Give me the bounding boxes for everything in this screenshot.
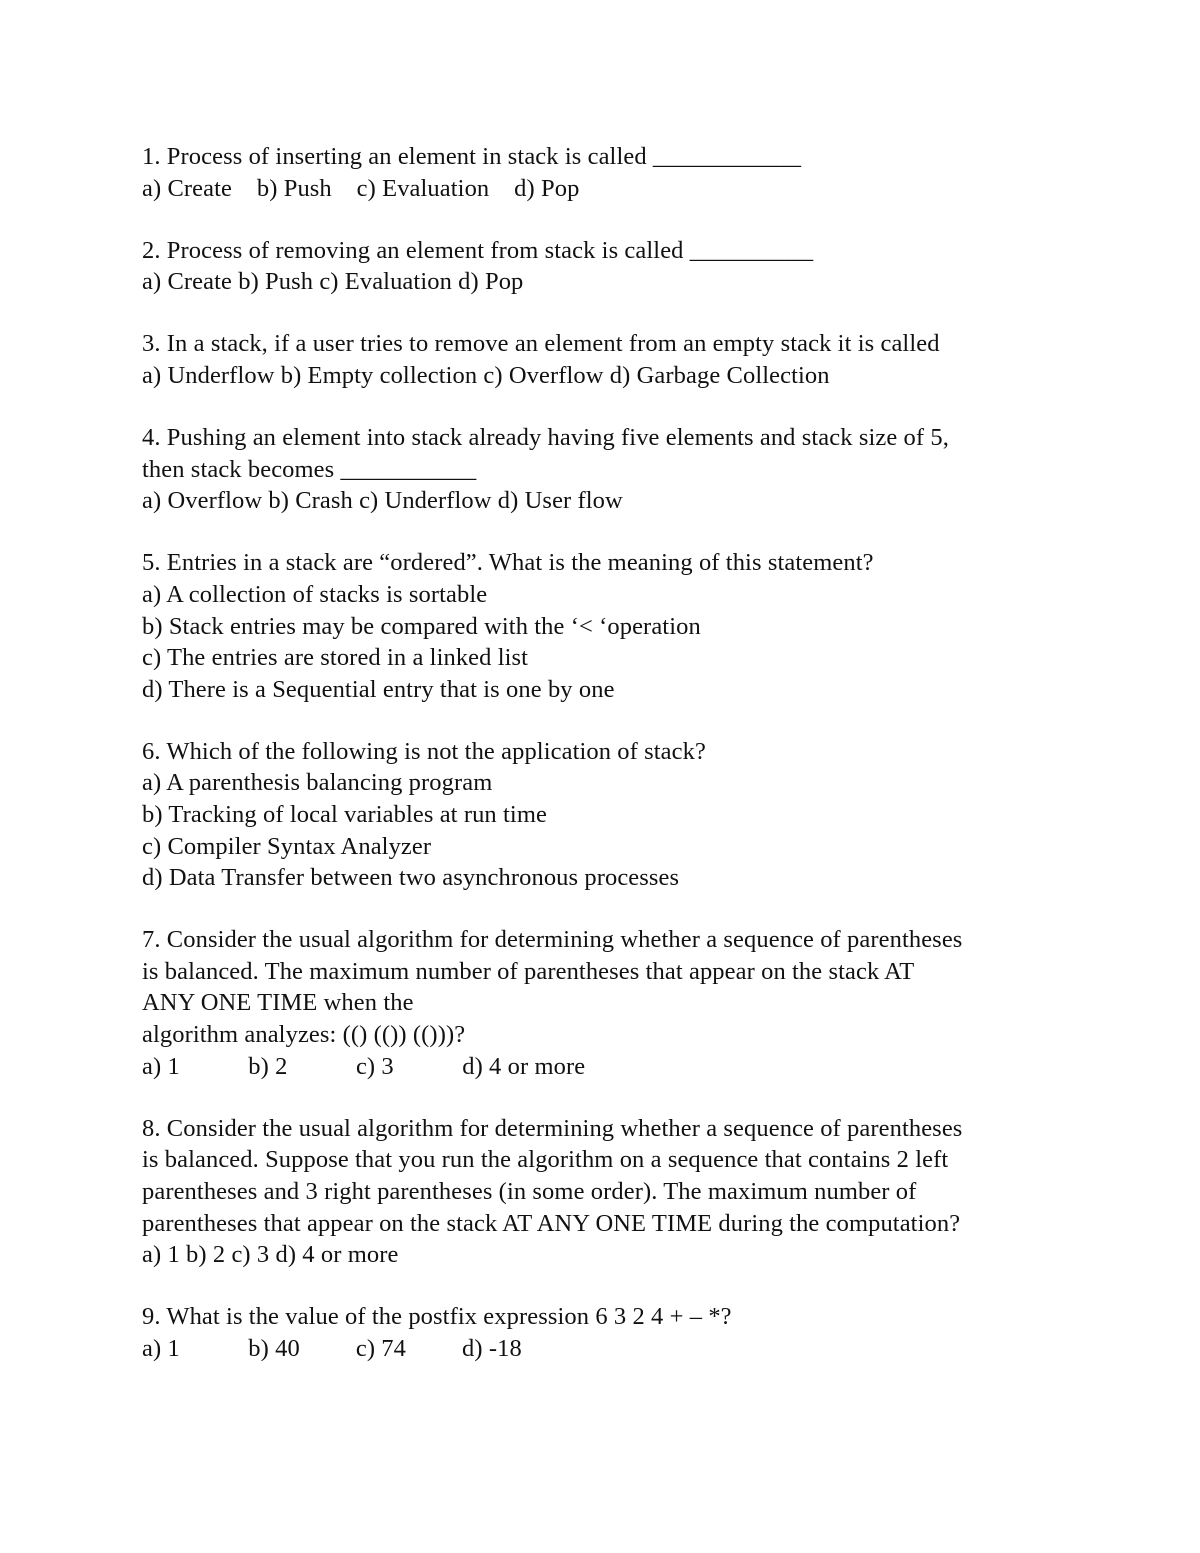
question-7	[142, 924, 1142, 1082]
question-4-text-cont: then stack becomes ___________	[142, 455, 477, 483]
question-2	[142, 235, 1142, 298]
question-5-option-d: d) There is a Sequential entry that is one by one	[142, 675, 615, 703]
question-4	[142, 422, 1142, 517]
question-8	[142, 1113, 1142, 1271]
question-4-text: 4. Pushing an element into stack already having five elements and stack size of 5,	[142, 424, 949, 452]
question-2-text: 2. Process of removing an element from stack is called __________	[142, 236, 814, 264]
question-5-option-c: c) The entries are stored in a linked list	[142, 644, 529, 672]
question-6-option-b: b) Tracking of local variables at run time	[142, 801, 547, 828]
question-1-text: 1. Process of inserting an element in stack is called ____________	[142, 143, 802, 170]
question-6-option-d: d) Data Transfer between two asynchronous processes	[142, 864, 680, 892]
question-9-text: 9. What is the value of the postfix expression 6 3 2 4 + – *?	[142, 1303, 732, 1331]
question-3	[142, 328, 1142, 391]
question-7-text-cont-1: is balanced. The maximum number of parentheses that appear on the stack AT	[142, 957, 915, 985]
question-8-options: a) 1 b) 2 c) 3 d) 4 or more	[142, 1241, 399, 1269]
question-5-option-a: a) A collection of stacks is sortable	[142, 580, 488, 608]
document-page	[142, 141, 1142, 1395]
question-3-text: 3. In a stack, if a user tries to remove an element from an empty stack it is called	[142, 330, 940, 358]
question-2-options: a) Create b) Push c) Evaluation d) Pop	[142, 268, 524, 296]
question-6-text: 6. Which of the following is not the application of stack?	[142, 737, 706, 765]
question-7-text-cont-3: algorithm analyzes: (() (()) (()))?	[142, 1021, 466, 1049]
question-8-text-cont-2: parentheses and 3 right parentheses (in some order). The maximum number of	[142, 1177, 917, 1205]
question-5-option-b: b) Stack entries may be compared with the ‘< ‘operation	[142, 612, 701, 640]
question-1	[142, 141, 1142, 204]
question-8-text-cont-1: is balanced. Suppose that you run the algorithm on a sequence that contains 2 left	[142, 1146, 949, 1174]
question-6	[142, 736, 1142, 894]
question-7-text-cont-2: ANY ONE TIME when the	[142, 989, 414, 1017]
question-3-options: a) Underflow b) Empty collection c) Overflow d) Garbage Collection	[142, 361, 830, 389]
question-9-options: a) 1 b) 40 c) 74 d) -18	[142, 1334, 522, 1362]
question-1-options: a) Create b) Push c) Evaluation d) Pop	[142, 174, 580, 202]
question-5	[142, 547, 1142, 705]
question-6-option-c: c) Compiler Syntax Analyzer	[142, 832, 432, 860]
question-6-option-a: a) A parenthesis balancing program	[142, 769, 493, 797]
question-8-text-cont-3: parentheses that appear on the stack AT ANY ONE TIME during the computation?	[142, 1209, 961, 1237]
question-7-text: 7. Consider the usual algorithm for determining whether a sequence of parentheses	[142, 926, 963, 954]
question-5-text: 5. Entries in a stack are “ordered”. What is the meaning of this statement?	[142, 549, 874, 577]
question-4-options: a) Overflow b) Crash c) Underflow d) User flow	[142, 487, 623, 515]
question-9	[142, 1301, 1142, 1364]
question-7-options: a) 1 b) 2 c) 3 d) 4 or more	[142, 1052, 586, 1080]
question-8-text: 8. Consider the usual algorithm for determining whether a sequence of parentheses	[142, 1114, 963, 1142]
